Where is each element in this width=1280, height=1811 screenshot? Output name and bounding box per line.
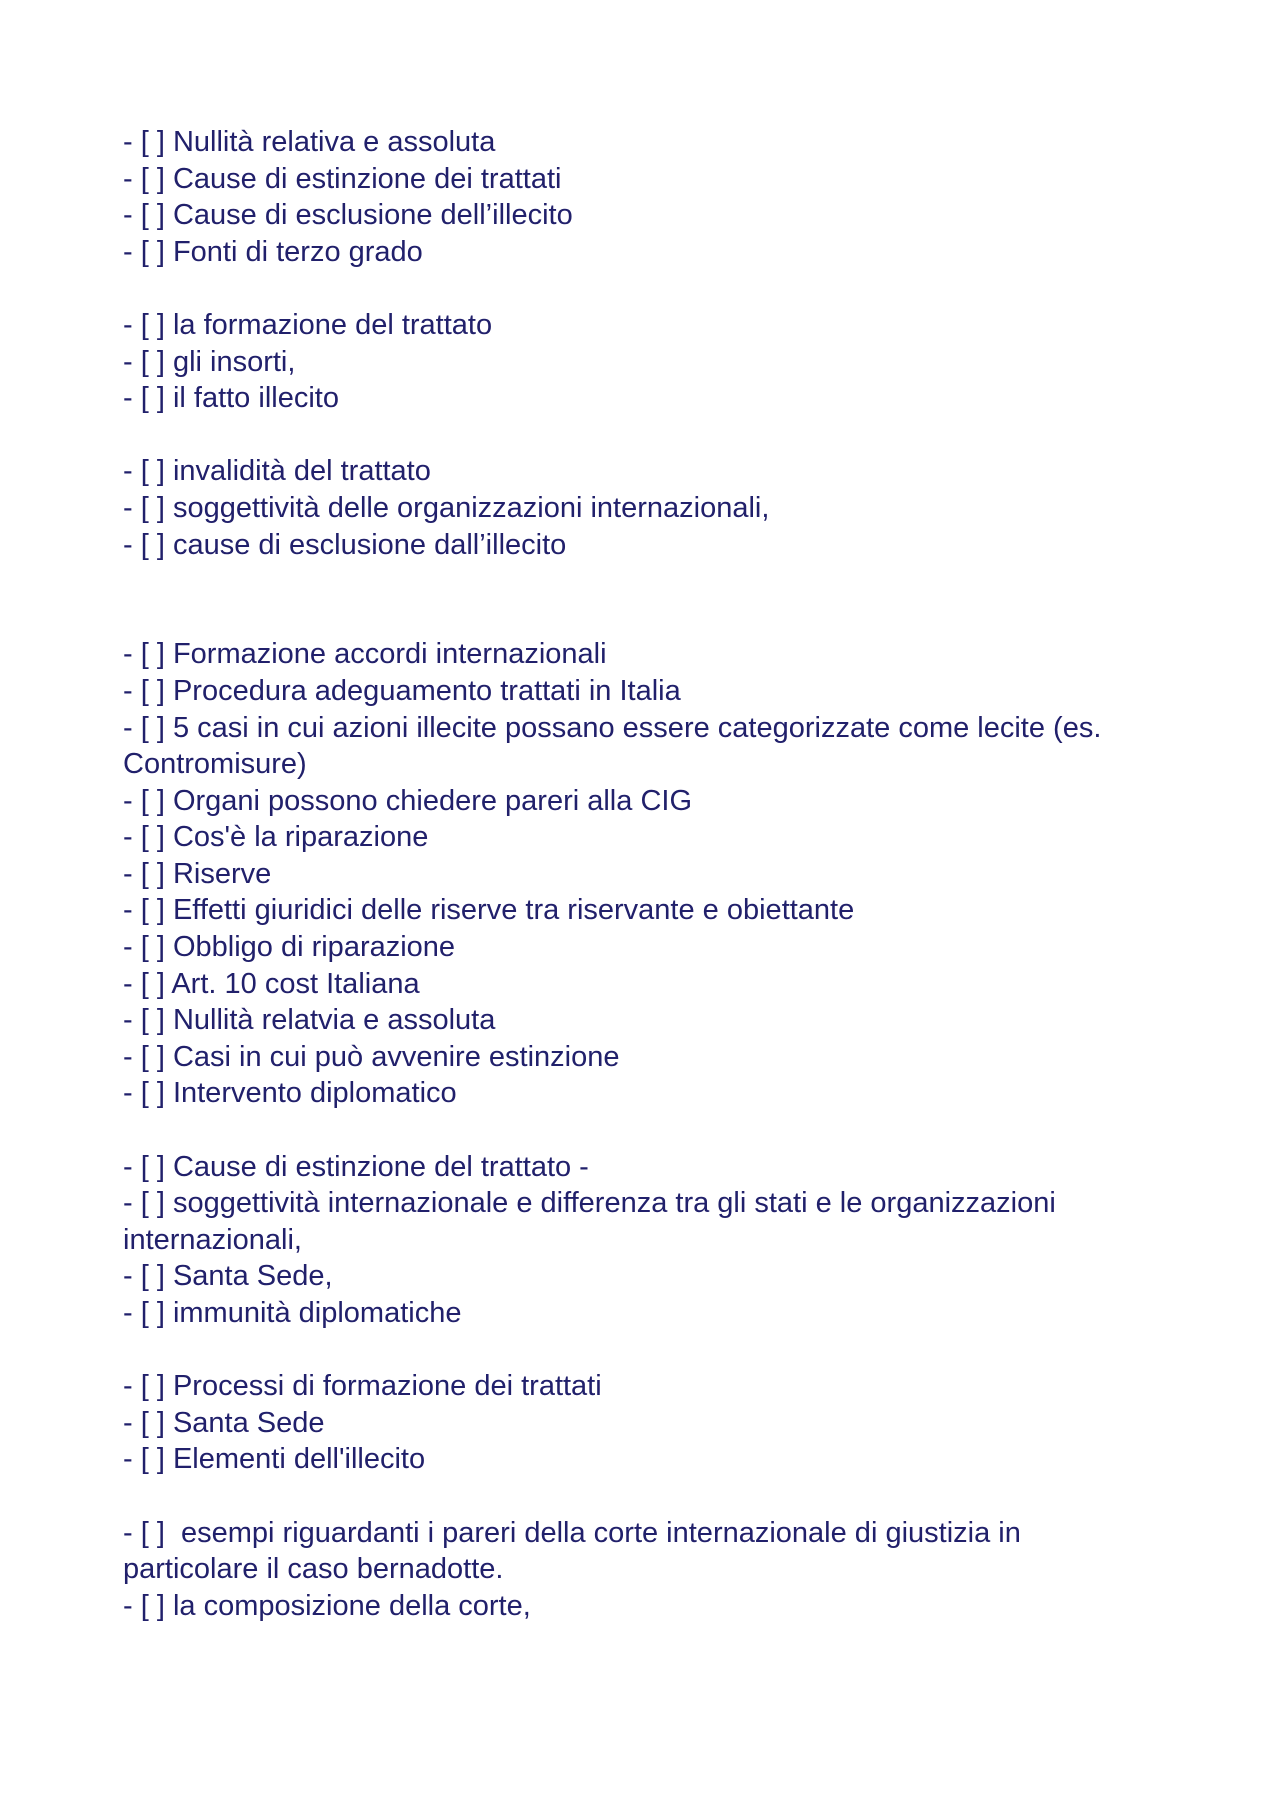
document-page	[123, 124, 1163, 1661]
checklist-item: - [ ] invalidità del trattato	[123, 455, 431, 488]
checklist-group-1	[123, 124, 1163, 270]
checklist-group-7	[123, 1515, 1163, 1625]
checklist-item: - [ ] Processi di formazione dei trattati	[123, 1370, 602, 1403]
checklist-item: - [ ] gli insorti,	[123, 345, 296, 378]
checklist-item: - [ ] il fatto illecito	[123, 382, 339, 415]
checklist-item: - [ ] Organi possono chiedere pareri alla CIG	[123, 784, 692, 817]
checklist-item: - [ ] Elementi dell'illecito	[123, 1443, 426, 1476]
checklist-item: - [ ] la formazione del trattato	[123, 308, 493, 341]
checklist-item: - [ ] la composizione della corte,	[123, 1589, 531, 1622]
checklist-group-2	[123, 307, 1163, 417]
checklist-item: - [ ] esempi riguardanti i pareri della corte internazionale di giustizia in particolare il caso bernadotte.	[123, 1516, 1029, 1586]
checklist-item: - [ ] Obbligo di riparazione	[123, 931, 456, 964]
checklist-item: - [ ] Casi in cui può avvenire estinzione	[123, 1040, 620, 1073]
checklist-item: - [ ] Effetti giuridici delle riserve tra riservante e obiettante	[123, 894, 855, 927]
checklist-item: - [ ] Formazione accordi internazionali	[123, 638, 607, 671]
checklist-item: - [ ] Procedura adeguamento trattati in Italia	[123, 674, 681, 707]
checklist-item: - [ ] Cause di estinzione del trattato -	[123, 1150, 589, 1183]
checklist-item: - [ ] Cos'è la riparazione	[123, 821, 429, 854]
checklist-item: - [ ] soggettività delle organizzazioni internazionali,	[123, 491, 770, 524]
checklist-item: - [ ] Riserve	[123, 857, 272, 890]
checklist-item: - [ ] soggettività internazionale e differenza tra gli stati e le organizzazioni internazionali,	[123, 1187, 1064, 1256]
checklist-item: - [ ] Nullità relativa e assoluta	[123, 126, 496, 158]
checklist-item: - [ ] Santa Sede	[123, 1406, 325, 1439]
checklist-group-5	[123, 1149, 1163, 1332]
checklist-item: - [ ] Cause di esclusione dell’illecito	[123, 199, 573, 232]
checklist-group-6	[123, 1368, 1163, 1478]
checklist-item: - [ ] cause di esclusione dall’illecito	[123, 528, 567, 561]
checklist-item: - [ ] Art. 10 cost Italiana	[123, 967, 420, 1000]
checklist-item: - [ ] Intervento diplomatico	[123, 1077, 457, 1110]
checklist-item: - [ ] Fonti di terzo grado	[123, 235, 423, 268]
checklist-group-4	[123, 636, 1163, 1112]
checklist-item: - [ ] 5 casi in cui azioni illecite possano essere categorizzate come lecite (es. Contromisure)	[123, 711, 1110, 781]
checklist-item: - [ ] Cause di estinzione dei trattati	[123, 162, 562, 195]
checklist-group-3	[123, 453, 1163, 563]
checklist-item: - [ ] Santa Sede,	[123, 1260, 333, 1293]
checklist-item: - [ ] immunità diplomatiche	[123, 1297, 462, 1329]
checklist-item: - [ ] Nullità relatvia e assoluta	[123, 1004, 496, 1037]
